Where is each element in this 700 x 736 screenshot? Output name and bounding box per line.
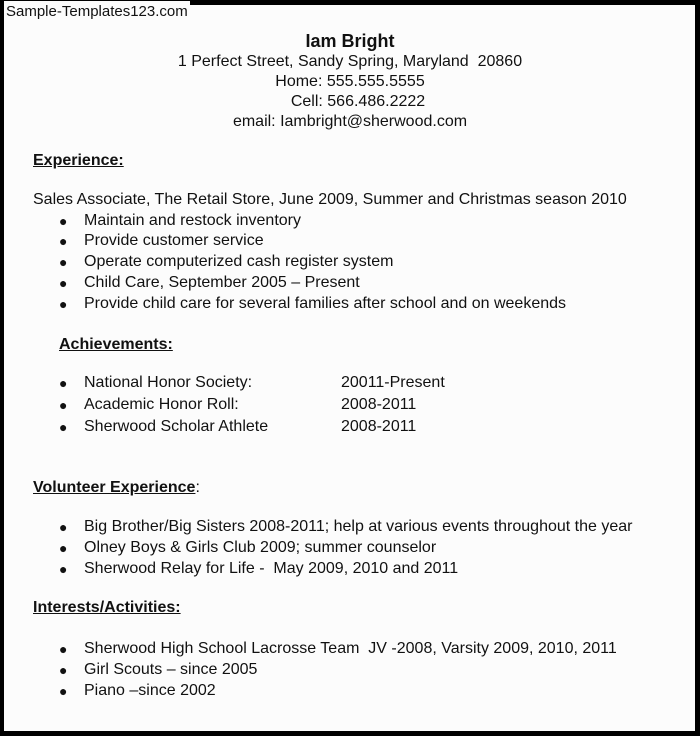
bullet-icon: ● xyxy=(59,233,68,249)
bullet-icon: ● xyxy=(59,254,68,270)
achievement-years: 2008-2011 xyxy=(341,396,417,413)
list-item: Maintain and restock inventory xyxy=(84,212,301,229)
achievement-label: Academic Honor Roll: xyxy=(84,396,239,413)
bullet-icon: ● xyxy=(59,641,68,657)
bullet-icon: ● xyxy=(59,662,68,678)
cell-phone: Cell: 566.486.2222 xyxy=(290,93,426,110)
bullet-icon: ● xyxy=(59,683,68,699)
list-item: Girl Scouts – since 2005 xyxy=(84,661,258,678)
watermark: Sample-Templates123.com xyxy=(4,1,190,23)
list-item: Sherwood Relay for Life - May 2009, 2010 and 2011 xyxy=(84,560,459,577)
achievements-heading: Achievements: xyxy=(59,336,173,353)
list-item: Provide customer service xyxy=(84,232,264,249)
bullet-icon: ● xyxy=(59,375,68,391)
bullet-icon: ● xyxy=(59,213,68,229)
bullet-icon: ● xyxy=(59,519,68,535)
bullet-icon: ● xyxy=(59,540,68,556)
bullet-icon: ● xyxy=(59,275,68,291)
resume-name: Iam Bright xyxy=(305,31,395,51)
achievement-label: National Honor Society: xyxy=(84,374,253,391)
list-item: Provide child care for several families after school and on weekends xyxy=(84,295,567,312)
interests-heading: Interests/Activities: xyxy=(33,599,181,616)
volunteer-heading: Volunteer Experience xyxy=(33,479,196,496)
list-item: Sherwood High School Lacrosse Team JV -2008, Varsity 2009, 2010, 2011 xyxy=(84,640,617,657)
bullet-icon: ● xyxy=(59,397,68,413)
achievement-years: 2008-2011 xyxy=(341,418,417,435)
experience-heading: Experience: xyxy=(33,152,124,169)
list-item: Operate computerized cash register system xyxy=(84,253,394,270)
bullet-icon: ● xyxy=(59,419,68,435)
home-phone: Home: 555.555.5555 xyxy=(275,73,425,90)
list-item: Big Brother/Big Sisters 2008-2011; help at various events throughout the year xyxy=(84,518,633,535)
address: 1 Perfect Street, Sandy Spring, Maryland 20860 xyxy=(177,53,523,70)
bullet-icon: ● xyxy=(59,561,68,577)
bullet-icon: ● xyxy=(59,296,68,312)
job-title: Sales Associate, The Retail Store, June 2009, Summer and Christmas season 2010 xyxy=(33,191,627,208)
volunteer-heading-wrap xyxy=(33,478,200,498)
email[interactable]: email: Iambright@sherwood.com xyxy=(232,113,468,130)
achievement-label: Sherwood Scholar Athlete xyxy=(84,418,269,435)
list-item: Piano –since 2002 xyxy=(84,682,216,699)
volunteer-heading-colon: : xyxy=(195,479,200,496)
list-item: Child Care, September 2005 – Present xyxy=(84,274,360,291)
achievement-years: 20011-Present xyxy=(341,374,445,391)
list-item: Olney Boys & Girls Club 2009; summer counselor xyxy=(84,539,437,556)
